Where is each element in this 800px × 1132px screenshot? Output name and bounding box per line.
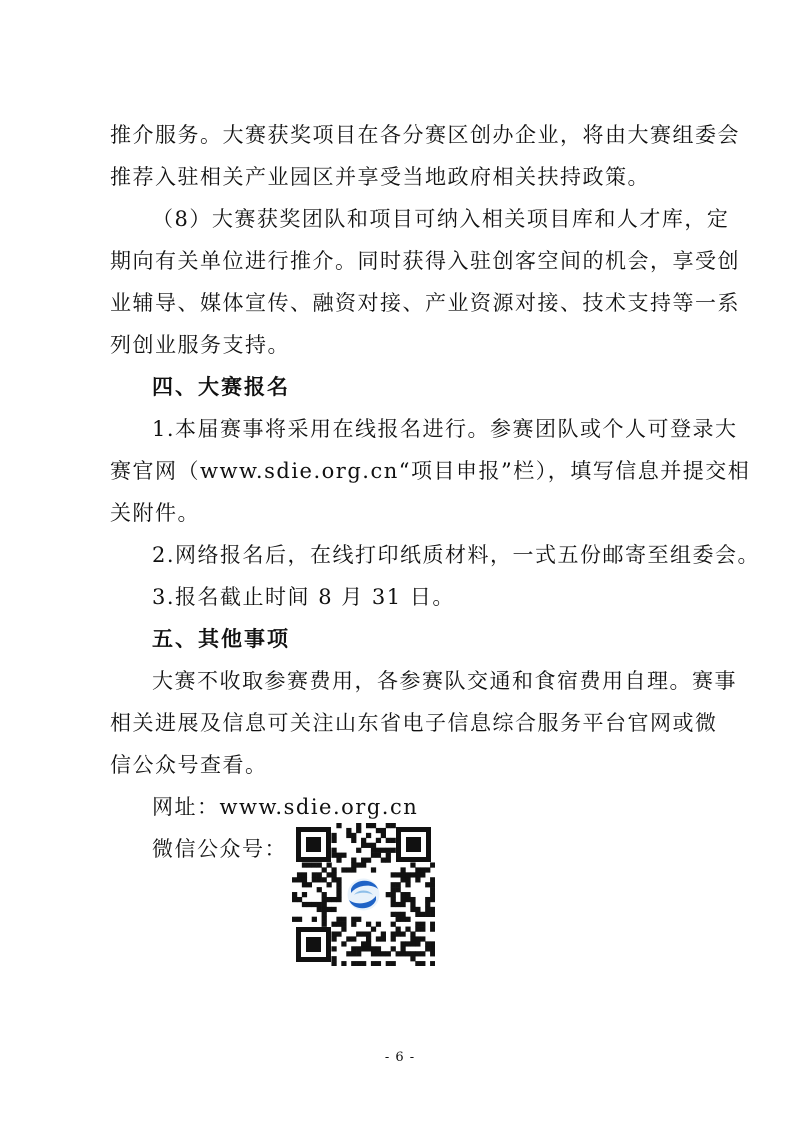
qr-module — [302, 892, 307, 897]
qr-module — [312, 862, 317, 867]
qr-module — [346, 951, 351, 956]
qr-module — [297, 897, 302, 902]
qr-module — [331, 897, 336, 902]
qr-module — [400, 931, 405, 936]
qr-module — [425, 882, 430, 887]
qr-module — [366, 946, 371, 951]
qr-module — [391, 897, 396, 902]
qr-module — [410, 936, 415, 941]
qr-module — [336, 823, 341, 828]
qr-module — [430, 912, 435, 917]
qr-module — [317, 862, 322, 867]
qr-module — [415, 907, 420, 912]
qr-module — [366, 931, 371, 936]
qr-module — [400, 872, 405, 877]
qr-module — [400, 892, 405, 897]
qr-module — [405, 941, 410, 946]
qr-module — [405, 917, 410, 922]
qr-module — [430, 882, 435, 887]
qr-module — [331, 877, 336, 882]
qr-module — [312, 917, 317, 922]
qr-module — [430, 892, 435, 897]
qr-module — [386, 848, 391, 853]
qr-module — [322, 912, 327, 917]
qr-module — [430, 897, 435, 902]
paragraph-line: 关附件。 — [110, 501, 200, 525]
qr-module — [386, 823, 391, 828]
qr-module — [331, 936, 336, 941]
qr-module — [331, 838, 336, 843]
qr-module — [400, 867, 405, 872]
qr-module — [341, 941, 346, 946]
qr-module — [371, 946, 376, 951]
qr-module — [410, 941, 415, 946]
qr-module — [307, 882, 312, 887]
qr-module — [346, 828, 351, 833]
qr-module — [396, 951, 401, 956]
qr-module — [341, 917, 346, 922]
qr-module — [391, 912, 396, 917]
qr-module — [322, 892, 327, 897]
qr-module — [371, 843, 376, 848]
qr-module — [331, 922, 336, 927]
qr-module — [366, 833, 371, 838]
qr-module — [307, 862, 312, 867]
qr-module — [430, 862, 435, 867]
qr-module — [376, 951, 381, 956]
qr-module — [430, 927, 435, 932]
qr-module — [405, 897, 410, 902]
qr-module — [346, 867, 351, 872]
qr-module — [356, 848, 361, 853]
qr-module — [371, 927, 376, 932]
qr-module — [430, 887, 435, 892]
paragraph-line: 3.报名截止时间 8 月 31 日。 — [152, 585, 455, 609]
qr-module — [322, 917, 327, 922]
qr-module — [405, 877, 410, 882]
qr-module — [356, 862, 361, 867]
paragraph-line: 推介服务。大赛获奖项目在各分赛区创办企业，将由大赛组委会 — [110, 123, 740, 147]
qr-module — [415, 867, 420, 872]
paragraph-line: 1.本届赛事将采用在线报名进行。参赛团队或个人可登录大 — [152, 417, 738, 441]
qr-module — [346, 936, 351, 941]
qr-module — [336, 931, 341, 936]
qr-module — [391, 838, 396, 843]
qr-module — [361, 941, 366, 946]
qr-module — [410, 956, 415, 961]
qr-module — [425, 897, 430, 902]
qr-module — [322, 867, 327, 872]
qr-module — [351, 917, 356, 922]
qr-module — [405, 872, 410, 877]
qr-module — [415, 912, 420, 917]
qr-module — [371, 853, 376, 858]
qr-module — [351, 946, 356, 951]
qr-module — [336, 882, 341, 887]
qr-module — [396, 931, 401, 936]
qr-module — [356, 931, 361, 936]
qr-module — [391, 848, 396, 853]
qr-module — [322, 897, 327, 902]
qr-module — [346, 833, 351, 838]
qr-module — [331, 961, 336, 966]
qr-module — [415, 927, 420, 932]
qr-module — [420, 951, 425, 956]
qr-module — [341, 853, 346, 858]
qr-module — [420, 872, 425, 877]
qr-module — [331, 946, 336, 951]
paragraph-line: 期向有关单位进行推介。同时获得入驻创客空间的机会，享受创 — [110, 249, 740, 273]
qr-module — [410, 907, 415, 912]
website-line: 网址：www.sdie.org.cn — [152, 795, 419, 819]
qr-module — [420, 927, 425, 932]
qr-module — [415, 922, 420, 927]
qr-module — [366, 858, 371, 863]
qr-module — [351, 922, 356, 927]
qr-module — [336, 917, 341, 922]
qr-module — [292, 897, 297, 902]
qr-module — [351, 961, 356, 966]
paragraph-line: 推荐入驻相关产业园区并享受当地政府相关扶持政策。 — [110, 165, 650, 189]
qr-module — [391, 936, 396, 941]
qr-module — [366, 922, 371, 927]
qr-module — [336, 858, 341, 863]
qr-module — [356, 961, 361, 966]
paragraph-line: 大赛不收取参赛费用，各参赛队交通和食宿费用自理。赛事 — [152, 669, 737, 693]
qr-module — [396, 912, 401, 917]
qr-module — [366, 843, 371, 848]
qr-module — [396, 882, 401, 887]
qr-center-logo — [345, 876, 382, 913]
qr-module — [336, 877, 341, 882]
qr-module — [430, 941, 435, 946]
qr-module — [297, 917, 302, 922]
qr-module — [400, 946, 405, 951]
qr-module — [430, 877, 435, 882]
qr-module — [386, 961, 391, 966]
qr-module — [376, 922, 381, 927]
qr-module — [361, 838, 366, 843]
qr-module — [336, 922, 341, 927]
qr-module — [396, 872, 401, 877]
qr-module — [386, 858, 391, 863]
qr-module — [336, 853, 341, 858]
qr-module — [405, 927, 410, 932]
qr-module — [302, 877, 307, 882]
qr-module — [391, 872, 396, 877]
qr-module — [405, 892, 410, 897]
qr-module — [391, 892, 396, 897]
qr-module — [430, 907, 435, 912]
qr-module — [415, 951, 420, 956]
qr-module — [356, 823, 361, 828]
qr-module — [400, 877, 405, 882]
qr-module — [376, 961, 381, 966]
qr-module — [425, 941, 430, 946]
qr-module — [371, 867, 376, 872]
qr-module — [361, 858, 366, 863]
qr-module — [302, 902, 307, 907]
qr-module — [351, 936, 356, 941]
qr-module — [391, 902, 396, 907]
qr-module — [415, 936, 420, 941]
qr-module — [391, 961, 396, 966]
qr-module — [381, 936, 386, 941]
qr-module — [420, 936, 425, 941]
qr-module — [430, 951, 435, 956]
qr-module — [302, 872, 307, 877]
qr-module — [312, 902, 317, 907]
paragraph-line: 2.网络报名后，在线打印纸质材料，一式五份邮寄至组委会。 — [152, 543, 761, 567]
qr-module — [327, 862, 332, 867]
qr-module — [331, 867, 336, 872]
qr-module — [410, 931, 415, 936]
qr-module — [410, 872, 415, 877]
qr-module — [292, 877, 297, 882]
qr-module — [430, 946, 435, 951]
qr-module — [381, 848, 386, 853]
qr-module — [410, 897, 415, 902]
qr-module — [317, 872, 322, 877]
qr-module — [371, 823, 376, 828]
qr-module — [356, 828, 361, 833]
qr-module — [410, 951, 415, 956]
qr-module — [351, 833, 356, 838]
paragraph-line: 列创业服务支持。 — [110, 333, 290, 357]
qr-module — [331, 853, 336, 858]
qr-module — [381, 931, 386, 936]
qr-module — [341, 927, 346, 932]
qr-module — [331, 848, 336, 853]
wechat-qr-code — [292, 823, 435, 966]
qr-module — [376, 838, 381, 843]
qr-module — [371, 951, 376, 956]
qr-module — [341, 961, 346, 966]
section-heading-other: 五、其他事项 — [152, 627, 290, 651]
qr-module — [381, 951, 386, 956]
qr-module — [351, 951, 356, 956]
qr-module — [420, 922, 425, 927]
qr-module — [366, 823, 371, 828]
qr-module — [425, 912, 430, 917]
qr-module — [322, 877, 327, 882]
qr-module — [336, 892, 341, 897]
qr-module — [361, 862, 366, 867]
qr-module — [297, 877, 302, 882]
wechat-label: 微信公众号： — [152, 837, 287, 861]
section-heading-registration: 四、大赛报名 — [152, 375, 290, 399]
qr-module — [405, 951, 410, 956]
qr-module — [386, 853, 391, 858]
qr-module — [425, 907, 430, 912]
paragraph-line: （8）大赛获奖团队和项目可纳入相关项目库和人才库，定 — [152, 207, 730, 231]
qr-module — [371, 848, 376, 853]
qr-module — [425, 867, 430, 872]
qr-module — [336, 897, 341, 902]
qr-module — [391, 887, 396, 892]
qr-module — [400, 917, 405, 922]
qr-module — [331, 907, 336, 912]
paragraph-line: 业辅导、媒体宣传、融资对接、产业资源对接、技术支持等一系 — [110, 291, 740, 315]
qr-module — [312, 872, 317, 877]
qr-module — [391, 882, 396, 887]
qr-module — [410, 862, 415, 867]
qr-module — [336, 887, 341, 892]
paragraph-line: 信公众号查看。 — [110, 753, 268, 777]
qr-module — [351, 858, 356, 863]
qr-module — [322, 902, 327, 907]
qr-module — [356, 951, 361, 956]
qr-module — [415, 872, 420, 877]
qr-module — [341, 922, 346, 927]
qr-module — [361, 961, 366, 966]
qr-module — [386, 892, 391, 897]
qr-module — [400, 902, 405, 907]
qr-module — [307, 902, 312, 907]
qr-module — [410, 902, 415, 907]
qr-module — [302, 862, 307, 867]
qr-module — [341, 867, 346, 872]
qr-module — [381, 833, 386, 838]
qr-module — [415, 941, 420, 946]
qr-module — [331, 833, 336, 838]
qr-module — [327, 897, 332, 902]
paragraph-line: 赛官网（www.sdie.org.cn“项目申报”栏），填写信息并提交相 — [110, 459, 751, 483]
qr-module — [420, 867, 425, 872]
qr-module — [430, 961, 435, 966]
qr-module — [331, 931, 336, 936]
qr-module — [400, 941, 405, 946]
qr-module — [415, 877, 420, 882]
qr-module — [356, 917, 361, 922]
paragraph-line: 相关进展及信息可关注山东省电子信息综合服务平台官网或微 — [110, 711, 718, 735]
qr-module — [327, 907, 332, 912]
qr-module — [317, 902, 322, 907]
qr-module — [425, 902, 430, 907]
qr-module — [366, 936, 371, 941]
qr-module — [420, 961, 425, 966]
qr-module — [396, 902, 401, 907]
qr-module — [400, 897, 405, 902]
qr-module — [396, 887, 401, 892]
qr-module — [386, 951, 391, 956]
qr-module — [396, 927, 401, 932]
qr-module — [312, 877, 317, 882]
qr-module — [415, 961, 420, 966]
qr-module — [297, 872, 302, 877]
qr-module — [361, 843, 366, 848]
qr-module — [391, 946, 396, 951]
qr-module — [425, 946, 430, 951]
qr-module — [356, 946, 361, 951]
qr-module — [400, 951, 405, 956]
qr-module — [400, 912, 405, 917]
qr-module — [386, 838, 391, 843]
qr-module — [327, 872, 332, 877]
qr-module — [361, 946, 366, 951]
page-number: - 6 - — [384, 1050, 416, 1065]
qr-module — [381, 828, 386, 833]
qr-module — [317, 887, 322, 892]
qr-module — [322, 907, 327, 912]
qr-module — [317, 907, 322, 912]
qr-module — [322, 922, 327, 927]
qr-module — [396, 917, 401, 922]
qr-module — [331, 872, 336, 877]
qr-module — [391, 922, 396, 927]
qr-module — [376, 946, 381, 951]
qr-module — [351, 862, 356, 867]
qr-module — [420, 912, 425, 917]
qr-module — [376, 853, 381, 858]
qr-module — [361, 931, 366, 936]
qr-module — [351, 838, 356, 843]
qr-module — [376, 828, 381, 833]
qr-module — [371, 961, 376, 966]
qr-module — [317, 877, 322, 882]
qr-module — [292, 892, 297, 897]
qr-module — [391, 823, 396, 828]
qr-module — [381, 858, 386, 863]
qr-module — [376, 936, 381, 941]
qr-module — [351, 867, 356, 872]
qr-module — [376, 848, 381, 853]
qr-module — [391, 931, 396, 936]
qr-module — [302, 882, 307, 887]
qr-module — [292, 917, 297, 922]
qr-module — [405, 882, 410, 887]
qr-module — [331, 956, 336, 961]
qr-module — [430, 922, 435, 927]
qr-module — [327, 882, 332, 887]
qr-module — [366, 941, 371, 946]
